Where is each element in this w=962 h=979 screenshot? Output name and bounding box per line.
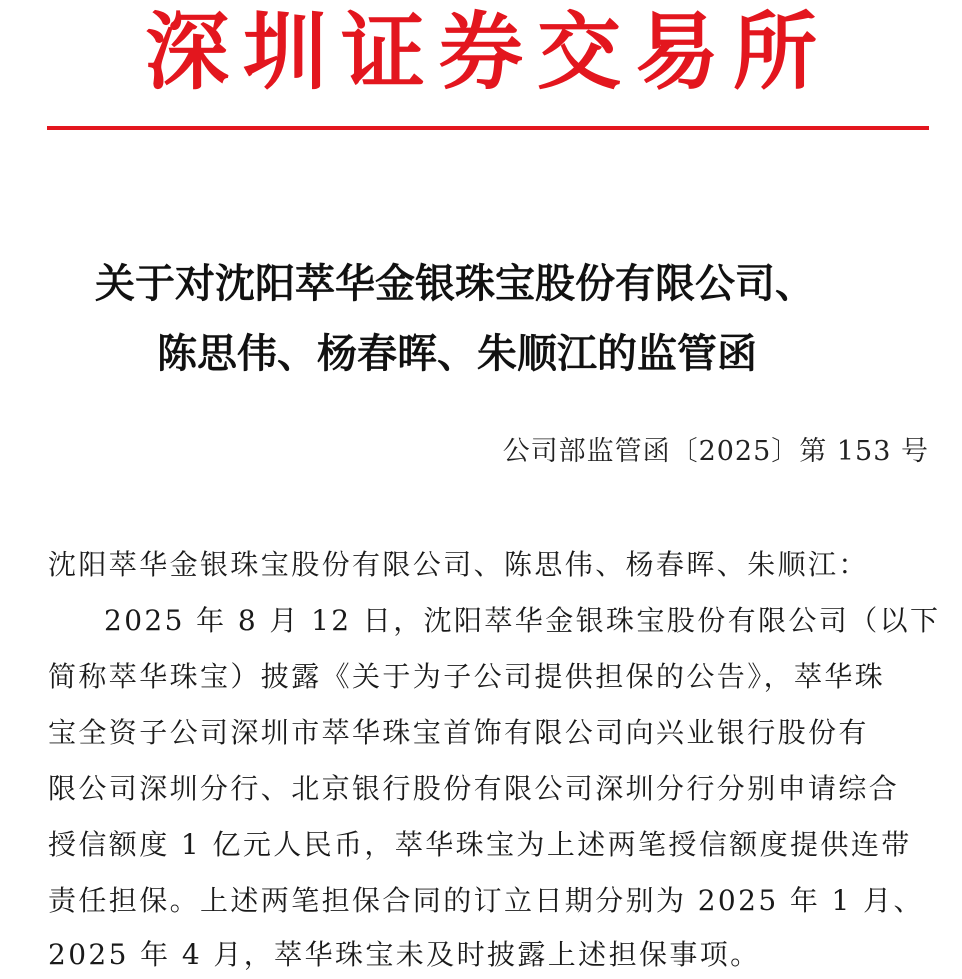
paragraph-line: 限公司深圳分行、北京银行股份有限公司深圳分行分别申请综合 bbox=[48, 772, 900, 805]
paragraph-line: 2025 年 4 月，萃华珠宝未及时披露上述担保事项。 bbox=[48, 938, 761, 971]
paragraph-line: 责任担保。上述两笔担保合同的订立日期分别为 2025 年 1 月、 bbox=[48, 884, 924, 917]
masthead-title: 深圳证券交易所 bbox=[144, 2, 831, 101]
document-number: 公司部监管函〔2025〕第 153 号 bbox=[502, 436, 929, 467]
addressee: 沈阳萃华金银珠宝股份有限公司、陈思伟、杨春晖、朱顺江： bbox=[48, 548, 869, 581]
red-divider bbox=[47, 126, 929, 130]
paragraph-line: 2025 年 8 月 12 日，沈阳萃华金银珠宝股份有限公司（以下 bbox=[104, 604, 941, 637]
paragraph-line: 简称萃华珠宝）披露《关于为子公司提供担保的公告》，萃华珠 bbox=[48, 660, 886, 693]
letter-title-line-1: 关于对沈阳萃华金银珠宝股份有限公司、 bbox=[95, 260, 815, 307]
paragraph-line: 宝全资子公司深圳市萃华珠宝首饰有限公司向兴业银行股份有 bbox=[48, 716, 869, 749]
letter-title-line-2: 陈思伟、杨春晖、朱顺江的监管函 bbox=[157, 330, 757, 377]
paragraph-line: 授信额度 1 亿元人民币，萃华珠宝为上述两笔授信额度提供连带 bbox=[48, 828, 912, 861]
